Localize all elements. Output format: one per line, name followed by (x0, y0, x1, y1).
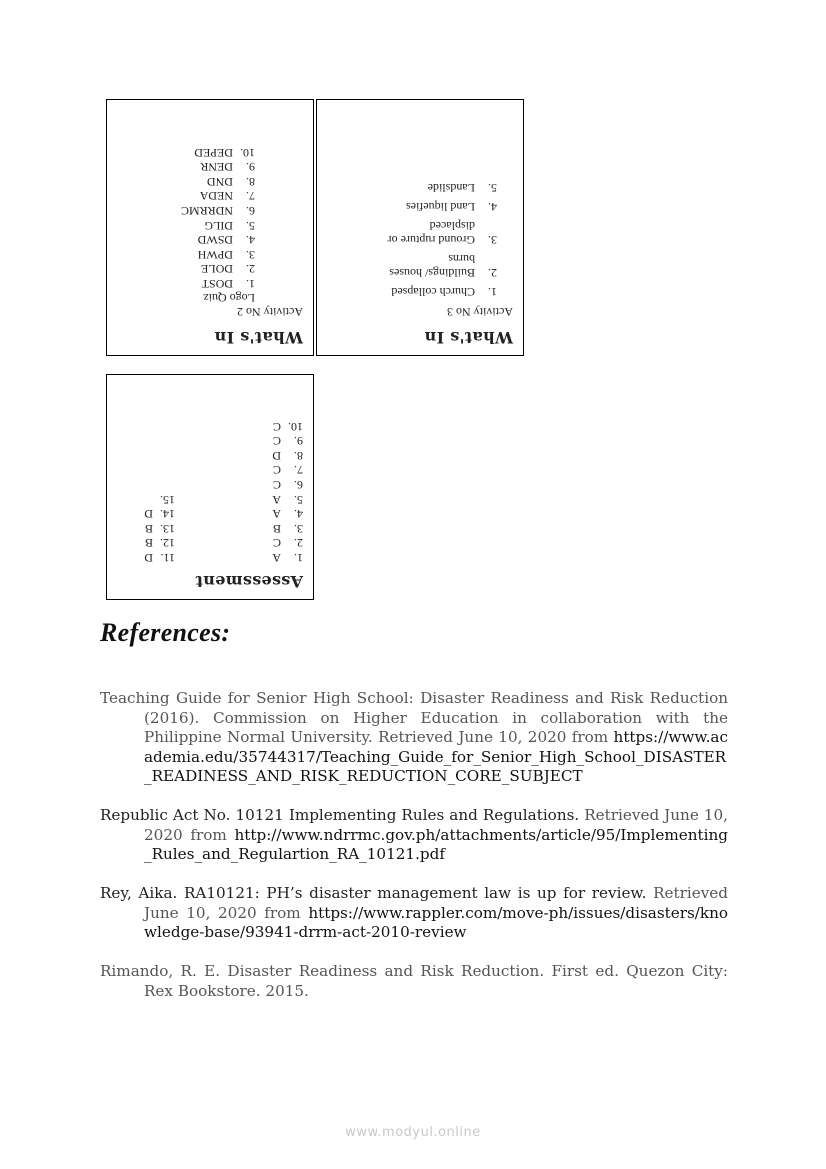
list-item: 9. C (272, 434, 303, 449)
list-item: 5.DILG (204, 218, 255, 233)
list-item: 4. A (272, 507, 303, 522)
list-item: 3.DPWH (197, 247, 255, 262)
activity-label: Activity No 3 (447, 305, 513, 319)
reference-title: Republic Act No. 10121 Implementing Rules and Regulations. (100, 806, 580, 824)
reference-item (100, 689, 728, 787)
list-item: 15. (160, 492, 175, 507)
list-item: 10. C (272, 419, 303, 434)
list-item: 2.DOLE (201, 262, 255, 277)
answer-key-box-assessment (106, 374, 314, 600)
list-item: 1. Church collapsed (391, 285, 497, 299)
reference-url: http://www.ndrrmc.gov.ph/attachments/article/95/Implementing_Rules_and_Regulartion_RA_10121.pdf (144, 825, 728, 863)
activity-label: Activity No 2 (237, 305, 303, 319)
list-item: 6.NDRRMC (180, 204, 255, 219)
box-title: Assessment (195, 572, 303, 591)
reference-text: Teaching Guide for Senior High School: Disaster Readiness and Risk Reduction (2016). Commission on Higher Education in collaboration with the Philippine Normal University. Retrieved June 10, 2020 from (100, 689, 728, 746)
references-heading: References: (100, 618, 231, 647)
reference-url: https://www.academia.edu/35744317/Teaching_Guide_for_Senior_High_School_DISASTER_READINESS_AND_RISK_REDUCTION_CORE_SUBJECT (144, 728, 728, 785)
list-item: 5. A (272, 492, 303, 507)
reference-text: Rimando, R. E. Disaster Readiness and Risk Reduction. First ed. Quezon City: Rex Bookstore. 2015. (100, 962, 728, 1000)
reference-title: Rey, Aika. RA10121: PH’s disaster management law is up for review. (100, 884, 647, 902)
list-item: 10.DEPED (194, 145, 255, 160)
assessment-answers-col-2 (144, 492, 175, 565)
answer-key-box-activity-3 (316, 99, 524, 356)
list-item: 13. B (144, 521, 175, 536)
box-title: What's In (214, 328, 303, 347)
list-item: 1.DOST (201, 277, 255, 291)
list-item: 6. C (272, 478, 303, 493)
list-item: 5. Landslide (427, 181, 497, 196)
box-title: What's In (424, 328, 513, 347)
list-item: 7. C (272, 463, 303, 478)
reference-item (100, 962, 728, 1001)
answer-key-rotated-content (107, 100, 313, 355)
list-item: 11. D (144, 551, 175, 565)
reference-item (100, 884, 728, 943)
activity-subtitle: Logo Quiz (203, 291, 255, 305)
references-list (100, 689, 728, 1021)
list-item: 1. A (272, 551, 303, 565)
list-item: 3. B (272, 521, 303, 536)
list-item: 4.DSWD (197, 233, 255, 248)
list-item: 9.DENR (200, 160, 255, 175)
list-item: 2. C (272, 536, 303, 551)
assessment-answers-col-1 (272, 419, 303, 565)
answer-key-rotated-content (317, 100, 523, 355)
list-item: 8. D (272, 448, 303, 463)
reference-text: Retrieved June 10, 2020 from (144, 884, 729, 922)
list-item: 4. Land liquefies (406, 200, 497, 215)
activity-3-answers (363, 181, 497, 299)
reference-url: https://www.rappler.com/move-ph/issues/disasters/knowledge-base/93941-drrm-act-2010-review (144, 903, 728, 941)
logo-quiz-answers (181, 145, 255, 291)
list-item: 7.NEDA (199, 189, 255, 204)
watermark: www.modyul.online (345, 1125, 481, 1140)
list-item: 8.DND (207, 174, 255, 189)
list-item: 3. Ground rupture or displaced (387, 218, 497, 248)
list-item: 12. B (144, 536, 175, 551)
reference-text: Retrieved June 10, 2020 from (144, 806, 728, 844)
answer-key-rotated-content (107, 375, 313, 599)
answer-key-box-activity-2 (106, 99, 314, 356)
list-item: 2. Buildings/ houses burns (389, 251, 497, 281)
list-item: 14. D (144, 507, 175, 522)
reference-item (100, 806, 728, 865)
